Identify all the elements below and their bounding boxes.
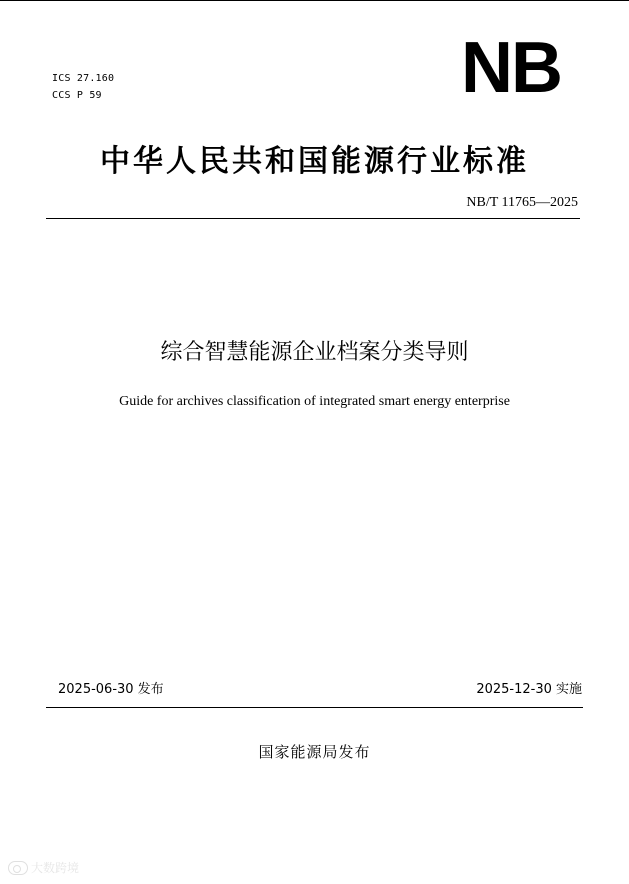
nb-logo: NB (461, 28, 561, 108)
header-divider (46, 218, 580, 219)
watermark-text: 大数跨境 (31, 861, 80, 875)
watermark (8, 860, 79, 876)
brand-logo-icon (8, 861, 28, 875)
footer-divider (46, 707, 583, 708)
implementation-date: 2025-12-30 实施 (476, 682, 582, 697)
top-border-line (0, 0, 629, 1)
ccs-code: CCS P 59 (52, 90, 102, 101)
release-date: 2025-06-30 发布 (58, 682, 164, 697)
document-english-title: Guide for archives classification of integrated smart energy enterprise (119, 394, 510, 409)
document-title: 综合智慧能源企业档案分类导则 (160, 340, 469, 365)
ics-code: ICS 27.160 (52, 73, 115, 84)
standard-category-title: 中华人民共和国能源行业标准 (100, 144, 529, 179)
standard-number: NB/T 11765—2025 (466, 195, 578, 210)
publisher: 国家能源局发布 (258, 743, 371, 761)
